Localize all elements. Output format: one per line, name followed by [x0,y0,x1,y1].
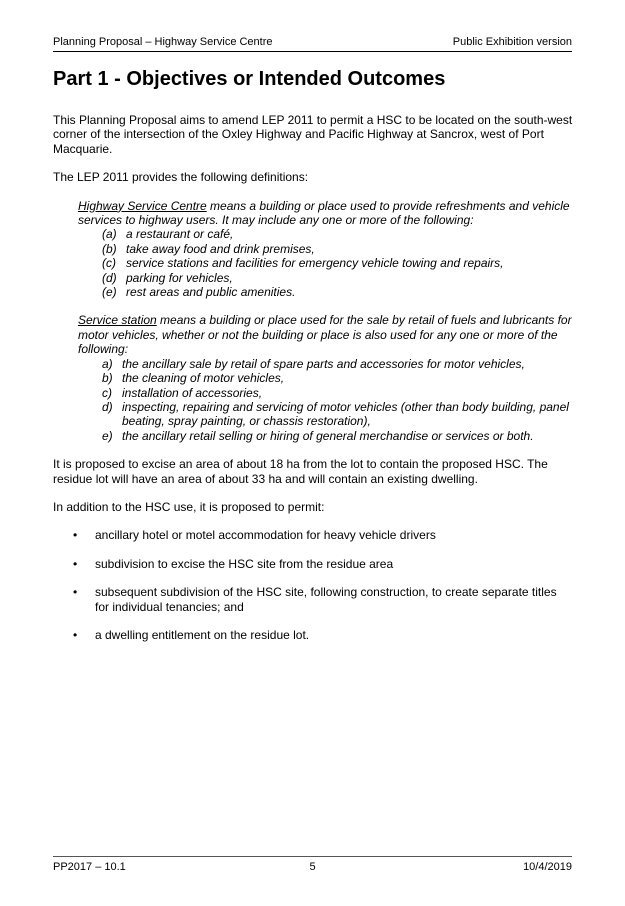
list-item: • a dwelling entitlement on the residue lot. [53,628,573,642]
page-title: Part 1 - Objectives or Intended Outcomes [53,68,446,90]
intro-paragraph: This Planning Proposal aims to amend LEP 2011 to permit a HSC to be located on the south-west corner of the intersection of the Oxley Highway and Pacific Highway at Sancrox, west of Port Macquarie. [53,113,573,156]
bullet-icon: • [73,585,78,600]
excise-paragraph: It is proposed to excise an area of about 18 ha from the lot to contain the proposed HSC. The residue lot will have an area of about 33 ha and will contain an existing dwelling. [53,457,548,486]
definition-term: Highway Service Centre [78,198,207,213]
definition-list-item: b) the cleaning of motor vehicles, [102,371,285,386]
definition-list-item: (d) parking for vehicles, [102,270,233,285]
permit-list [53,528,573,642]
definition-body: means a building or place used for the sale by retail of fuels and lubricants for motor vehicles, whether or not the building or place is also used for any one or more of the following: [78,313,572,357]
definitions-intro: The LEP 2011 provides the following definitions: [53,170,309,185]
header-left-text: Planning Proposal – Highway Service Centre [53,36,273,48]
definition-list-item: c) installation of accessories, [102,385,263,400]
permit-intro: In addition to the HSC use, it is proposed to permit: [53,499,325,514]
definition-highway-service-centre [78,199,573,300]
bullet-icon: • [73,528,78,543]
definition-hsc-text [78,199,573,228]
list-item: • subdivision to excise the HSC site from the residue area [53,557,573,571]
definition-body: means a building or place used to provide refreshments and vehicle services to highway users. It may include any one or more of the following: [78,198,570,228]
page-content [53,113,573,656]
definition-term: Service station [78,313,157,328]
definition-list-item: e) the ancillary retail selling or hiring of general merchandise or services or both. [102,428,534,443]
definition-list-item: a) the ancillary sale by retail of spare parts and accessories for motor vehicles, [102,356,525,371]
footer-date: 10/4/2019 [523,861,572,873]
list-item: • ancillary hotel or motel accommodation for heavy vehicle drivers [53,528,573,542]
definition-list-item: (c) service stations and facilities for emergency vehicle towing and repairs, [102,256,504,271]
definition-list-item: (e) rest areas and public amenities. [102,285,296,300]
definition-service-station [78,313,573,443]
footer-document-id: PP2017 – 10.1 [53,861,126,873]
bullet-icon: • [73,627,78,642]
definition-list-item: (a) a restaurant or café, [102,227,234,242]
header-right-text: Public Exhibition version [452,36,572,48]
definition-ss-list [78,357,573,443]
definition-list-item: d) inspecting, repairing and servicing of motor vehicles (other than body building, panel beating, spray painting, or chassis restoration), [102,399,569,429]
list-item: • subsequent subdivision of the HSC site, following construction, to create separate titles for individual tenancies; and [53,585,573,614]
definition-hsc-list [78,227,573,299]
definition-list-item: (b) take away food and drink premises, [102,241,315,256]
page-header [53,35,572,52]
definition-ss-text [78,313,573,356]
page-footer [53,856,572,875]
page-number: 5 [309,861,316,873]
bullet-icon: • [73,556,78,571]
